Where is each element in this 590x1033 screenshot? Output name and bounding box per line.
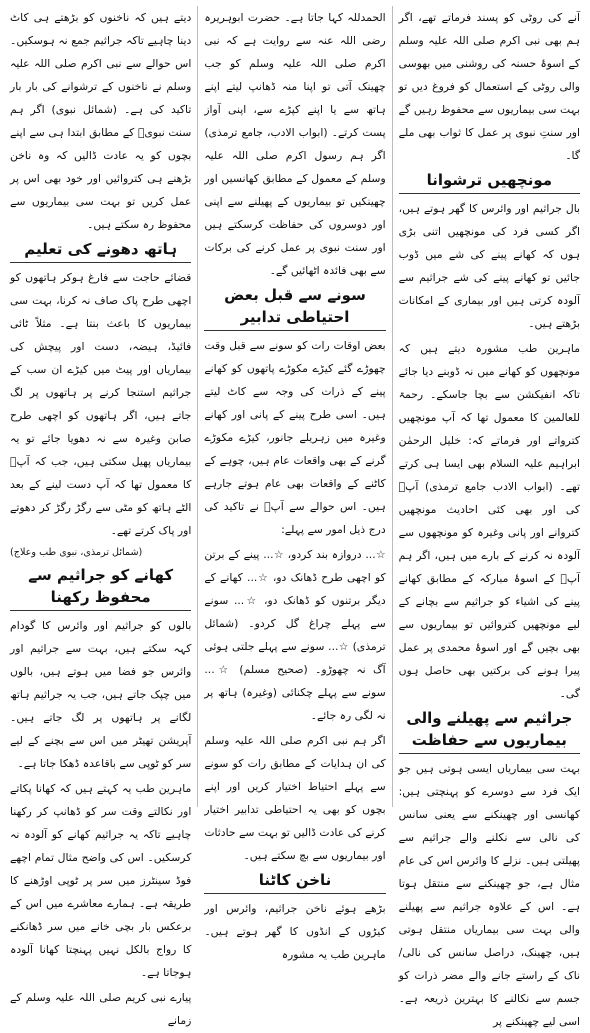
body-paragraph: بعض اوقات رات کو سونے سے قبل وقت چھوڑے گئے کیڑے مکوڑے پاتھوں کو کھانے پینے کے ذرات کی وجہ سے کاٹ لیتے ہیں۔ اسی طرح پینے کے پانی اور کھانے وغیرہ میں زہریلے جانور، کیڑے مکوڑے گرنے کے بھی واقعات عام ہیں، چوہے کے کاٹنے کے واقعات بھی عام ہوتے جارہے ہیں۔ اس حوالے سے آپؐ نے تاکید کی درج ذیل امور سے پہلے: <box>204 339 386 536</box>
section-heading: مونچھیں ترشوانا <box>399 169 580 194</box>
source-citation: (شمائل ترمذی، نبوی طب وعلاج) <box>10 547 143 558</box>
section-heading: ناخن کاٹنا <box>204 869 385 894</box>
body-paragraph: بڑھے ہوئے ناخن جراثیم، وائرس اور کیڑوں کے انڈوں کا گھر ہوتے ہیں۔ ماہرین طب یہ مشورہ <box>204 902 386 961</box>
body-paragraph: بالوں کو جراثیم اور وائرس کا گودام کہہ سکتے ہیں، بہت سے جراثیم اور وائرس جو فضا میں ہوتے ہیں، بالوں میں چپک جاتے ہیں، جب یہ جراثیم ہاتھ لگانے پر ہاتھوں پر لگ جاتے ہیں۔ آپریشن تھیٹر میں اس سے بچنے کے لیے سر کو ٹوپی سے باقاعدہ ڈھکا جاتا ہے۔ <box>10 619 192 770</box>
body-paragraph: پیارے نبی کریم صلی اللہ علیہ وسلم کے زمانے <box>10 991 192 1027</box>
body-paragraph: آنے کی روٹی کو پسند فرماتے تھے، اگر ہم بھی نبی اکرم صلی اللہ علیہ وسلم کے اسوۂ حسنہ کی روشنی میں بھوسی والی روٹی کے استعمال کو فروغ دیں تو بہت سی بیماریوں سے محفوظ رہیں گے اور سنتِ نبوی پر عمل کا ثواب بھی ملے گا۔ <box>398 11 580 162</box>
section-heading: جراثیم سے پھیلنے والی بیماریوں سے حفاظت <box>399 707 580 754</box>
body-paragraph: ماہرین طب مشورہ دیتے ہیں کہ مونچھوں کو کھانے میں نہ ڈوبنے دیا جائے تاکہ انفیکشن سے بچا جاسکے۔ رحمۃ للعالمین کا معمول تھا کہ آپ مونچھیں کترواتے اور فرماتے کہ: خلیل الرحمٰن ابراہیم علیہ السلام بھی ایسا ہی کرتے تھے۔ (ابواب الادب جامع ترمذی) آپؐ کی اور بھی کئی احادیث مونچھیں کتروانے اور پانی وغیرہ کو مونچھوں سے آلودہ نہ کرنے کے بارے میں ہیں، اگر ہم آپؐ کے اسوۂ مبارکہ کے مطابق کھانے پینے کی اشیاء کو جراثیم سے بچانے کے لیے مونچھیں کتروائیں تو بیماریوں سے بھی بچیں گے اور اسوۂ محمدی پر عمل پیرا ہونے کی برکتیں بھی حاصل ہوں گی۔ <box>398 342 580 700</box>
body-paragraph: الحمدللہ کہا جاتا ہے۔ حضرت ابوہریرہ رضی اللہ عنہ سے روایت ہے کہ نبی اکرم صلی اللہ علیہ وسلم کو جب چھینک آتی تو اپنا منہ ڈھانپ لیتے اپنے ہاتھ سے یا اپنے کپڑے سے، اپنی آواز پست کرتے۔ (ابواب الادب، جامع ترمذی) اگر ہم رسول اکرم صلی اللہ علیہ وسلم کے معمول کے مطابق کھانسیں اور چھینکیں تو بیماریوں کے پھیلنے سے اپنی اور دوسروں کی حفاظت کرسکتے ہیں اور سنت نبوی پر عمل کرنے کی برکات سے بھی فائدہ اٹھائیں گے۔ <box>204 11 386 277</box>
text-column-left <box>6 6 195 1027</box>
body-paragraph: بہت سی بیماریاں ایسی ہوتی ہیں جو ایک فرد سے دوسرے کو پہنچتی ہیں: کھانسی اور چھینکنے سے یعنی سانس کی نالی سے نکلنے والے جراثیم سے پھیلتی ہیں۔ نزلے کا وائرس اس کی عام مثال ہے، جو چھینکنے سے منتقل ہوتا ہے۔ اس کے علاوہ جراثیم سے پھیلنے والی بہت سی بیماریاں منتقل ہوتی ہیں، چھینک، دراصل سانس کی نالی/ناک کے راستے جانے والے مضر ذرات کو جسم سے نکالنے کا بہترین ذریعہ ہے۔ اسی لیے چھینکنے پر <box>398 762 580 1028</box>
body-paragraph: دیتے ہیں کہ ناخنوں کو بڑھتے ہی کاٹ دینا چاہیے تاکہ جراثیم جمع نہ ہوسکیں۔ اس حوالے سے نبی اکرم صلی اللہ علیہ وسلم نے ناخنوں کے ترشوانے کی بار بار تاکید کی ہے۔ (شمائل نبوی) اگر ہم سنت نبویؐ کے مطابق ابتدا ہی سے اپنے بچوں کو یہ عادت ڈالیں کہ وہ ناخن بڑھنے ہی کتروائیں اور خود بھی اس پر عمل کریں تو بہت سی بیماریوں سے محفوظ رہ سکتے ہیں۔ <box>10 11 192 231</box>
section-heading: ہاتھ دھونے کی تعلیم <box>10 238 191 263</box>
body-paragraph: ☆... دروازہ بند کردو، ☆... پینے کے برتن کو اچھی طرح ڈھانک دو، ☆... کھانے کے دیگر برتنوں کو ڈھانک دو، ☆... سونے سے پہلے چراغ گل کردو۔ (شمائل ترمذی) ☆... سونے سے پہلے جلتی ہوئی آگ نہ چھوڑو۔ (صحیح مسلم) ☆... سونے سے پہلے چکنائی (وغیرہ) ہاتھ پر نہ لگی رہ جائے۔ <box>204 548 386 722</box>
column-divider <box>197 6 198 807</box>
body-paragraph: قضائے حاجت سے فارغ ہوکر ہاتھوں کو اچھی طرح پاک صاف نہ کرنا، بہت سی بیماریوں کا باعث بنتا ہے۔ مثلاً ٹائی فائیڈ، ہیضہ، دست اور پیچش کی بیماریاں اور پیٹ میں کیڑے ان سب کے جراثیم استنجا کرنے پر ہاتھوں پر لگ جاتے ہیں، اگر ہاتھوں کو اچھی طرح صابن وغیرہ سے نہ دھویا جائے تو یہ بیماریاں پھیل سکتی ہیں، جب کہ آپؐ کا معمول تھا کہ آپ دست لینے کے بعد الٹے ہاتھ کو مٹی سے رگڑ رگڑ کر دھوتے اور پاک کرتے تھے۔ <box>10 271 192 537</box>
section-heading: کھانے کو جراثیم سے محفوظ رکھنا <box>10 564 191 611</box>
body-paragraph: اگر ہم نبی اکرم صلی اللہ علیہ وسلم کی ان ہدایات کے مطابق رات کو سونے سے پہلے احتیاط اختیار کریں اور اپنے بچوں کو بھی یہ احتیاطی تدابیر اختیار کرنے کی عادت ڈالیں تو بہت سے حادثات اور بیماریوں سے بچ سکتے ہیں۔ <box>204 734 386 862</box>
body-paragraph: بال جراثیم اور وائرس کا گھر ہوتے ہیں، اگر کسی فرد کی مونچھیں اتنی بڑی ہوں کہ کھانے پینے کی شے میں ڈوب جائیں تو کھانے پینے کی شے جراثیم سے آلودہ کرتی ہیں اور بیماری کے امکانات بڑھتے ہیں۔ <box>398 202 580 330</box>
column-divider <box>392 6 393 807</box>
body-paragraph: ماہرین طب یہ کہتے ہیں کہ کھانا پکاتے اور نکالتے وقت سر کو ڈھانپ کر رکھنا چاہیے تاکہ یہ جراثیم کھانے کو آلودہ نہ کرسکیں۔ اس کی واضح مثال تمام اچھے فوڈ سینٹرز میں سر پر ٹوپی اوڑھنے کا طریقہ ہے۔ ہمارے معاشرے میں اس کے برعکس بار بچی خانے میں سر ڈھانکنے کا رواج بالکل نہیں پہنچتا کھانا آلودہ ہوجاتا ہے۔ <box>10 782 192 979</box>
section-heading: سونے سے قبل بعض احتیاطی تدابیر <box>204 284 385 331</box>
text-column-right <box>395 6 584 1028</box>
text-column-middle <box>200 6 389 961</box>
